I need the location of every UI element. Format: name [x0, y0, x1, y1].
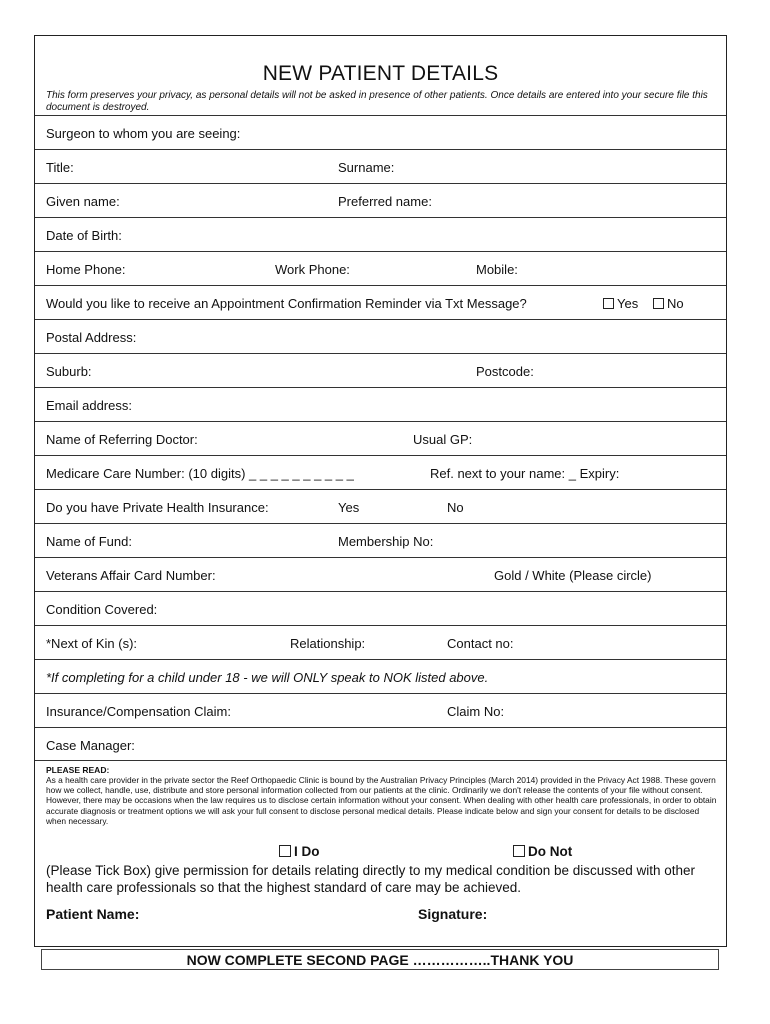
claim-no-label: Claim No:	[447, 704, 505, 719]
postal-address-label: Postal Address:	[46, 330, 137, 345]
patient-details-form	[34, 35, 727, 947]
privacy-text: As a health care provider in the private sector the Reef Orthopaedic Clinic is bound by the Australian Privacy Principles (March 2014) provided in the Privacy Act 1988. These govern how we collect, handle, use, distribute and store personal information collected from our patients at the clinic. Ordinarily we don't release the contents of your file without consent. However, there may be occasions when the law requires us to disclose certain information without your consent. When dealing with other health care professionals, in order to obtain accurate diagnosis or treatment options we will ask your full consent to disclose personal medical details. Please indicate below and sign your consent for details to be disclosed when necessary.	[46, 775, 717, 826]
given-name-label: Given name:	[46, 194, 120, 209]
patient-name-label[interactable]: Patient Name:	[46, 906, 140, 922]
consent-text: (Please Tick Box) give permission for details relating directly to my medical condition be discussed with other health care professionals so that the highest standard of care may be achieved.	[46, 863, 696, 895]
case-manager-label: Case Manager:	[46, 738, 135, 753]
mobile-label: Mobile:	[476, 262, 518, 277]
i-do-option[interactable]: I Do	[279, 844, 320, 859]
checkbox-icon[interactable]	[279, 845, 291, 857]
suburb-label: Suburb:	[46, 364, 92, 379]
row-names[interactable]	[35, 183, 726, 217]
row-suburb[interactable]	[35, 353, 726, 387]
title-label: Title:	[46, 160, 74, 175]
privacy-notice: This form preserves your privacy, as personal details will not be asked in presence of other patients. Once details are entered into your secure file this document is destroyed.	[46, 90, 708, 113]
postcode-label: Postcode:	[476, 364, 534, 379]
sms-no-option[interactable]: No	[653, 296, 684, 311]
next-of-kin-label: *Next of Kin (s):	[46, 636, 138, 651]
row-claim[interactable]	[35, 693, 726, 727]
signature-label[interactable]: Signature:	[418, 906, 488, 922]
form-title: NEW PATIENT DETAILS	[262, 62, 499, 85]
medicare-label: Medicare Care Number: (10 digits) _ _ _ _ _ _ _ _ _ _	[46, 466, 354, 481]
checkbox-icon[interactable]	[513, 845, 525, 857]
veterans-card-label: Veterans Affair Card Number:	[46, 568, 216, 583]
row-veterans[interactable]	[35, 557, 726, 591]
row-doctor[interactable]	[35, 421, 726, 455]
row-medicare[interactable]	[35, 455, 726, 489]
insurance-claim-label: Insurance/Compensation Claim:	[46, 704, 231, 719]
dob-label: Date of Birth:	[46, 228, 122, 243]
private-insurance-label: Do you have Private Health Insurance:	[46, 500, 269, 515]
row-sms-reminder	[35, 285, 726, 319]
surgeon-label: Surgeon to whom you are seeing:	[46, 126, 241, 141]
row-private-insurance[interactable]	[35, 489, 726, 523]
child-note: *If completing for a child under 18 - we will ONLY speak to NOK listed above.	[46, 670, 489, 685]
row-title-surname[interactable]	[35, 149, 726, 183]
checkbox-icon[interactable]	[653, 298, 664, 309]
preferred-name-label: Preferred name:	[338, 194, 432, 209]
row-child-note	[35, 659, 726, 693]
insurance-no-option[interactable]: No	[447, 500, 464, 515]
privacy-heading: PLEASE READ:	[46, 765, 110, 775]
row-condition[interactable]	[35, 591, 726, 625]
row-dob[interactable]	[35, 217, 726, 251]
referring-doctor-label: Name of Referring Doctor:	[46, 432, 198, 447]
do-not-option[interactable]: Do Not	[513, 844, 572, 859]
row-phones[interactable]	[35, 251, 726, 285]
contact-no-label: Contact no:	[447, 636, 514, 651]
surname-label: Surname:	[338, 160, 395, 175]
row-next-of-kin[interactable]	[35, 625, 726, 659]
work-phone-label: Work Phone:	[275, 262, 350, 277]
home-phone-label: Home Phone:	[46, 262, 126, 277]
medicare-ref-label: Ref. next to your name: _ Expiry:	[430, 466, 620, 481]
insurance-yes-option[interactable]: Yes	[338, 500, 360, 515]
sms-question: Would you like to receive an Appointment Confirmation Reminder via Txt Message?	[46, 296, 527, 311]
footer-banner: NOW COMPLETE SECOND PAGE ……………..THANK YOU	[41, 949, 719, 970]
privacy-section	[35, 760, 726, 922]
email-label: Email address:	[46, 398, 132, 413]
row-email[interactable]	[35, 387, 726, 421]
gold-white-option[interactable]: Gold / White (Please circle)	[494, 568, 652, 583]
relationship-label: Relationship:	[290, 636, 366, 651]
condition-label: Condition Covered:	[46, 602, 158, 617]
checkbox-icon[interactable]	[603, 298, 614, 309]
membership-no-label: Membership No:	[338, 534, 434, 549]
sms-yes-option[interactable]: Yes	[603, 296, 638, 311]
usual-gp-label: Usual GP:	[413, 432, 473, 447]
row-postal-address[interactable]	[35, 319, 726, 353]
row-case-manager[interactable]	[35, 727, 726, 761]
row-fund[interactable]	[35, 523, 726, 557]
row-surgeon[interactable]	[35, 115, 726, 149]
fund-name-label: Name of Fund:	[46, 534, 132, 549]
